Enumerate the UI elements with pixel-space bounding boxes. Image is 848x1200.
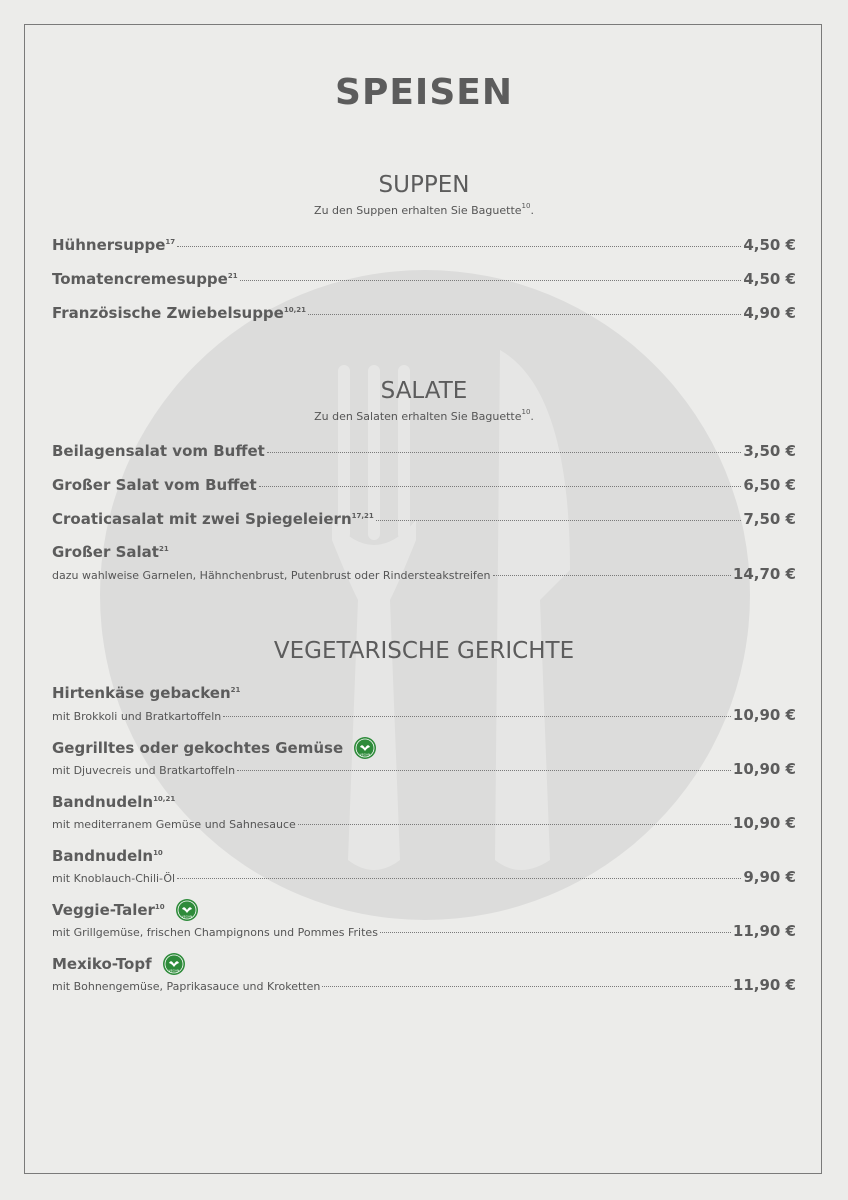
item-price: 10,90 € — [732, 814, 796, 832]
menu-item-bandnudeln-1-title — [52, 793, 175, 811]
item-name: Bandnudeln$^{10}$ — [52, 847, 163, 865]
section-title-salate: SALATE — [380, 378, 468, 404]
menu-item-bandnudeln-2-title — [52, 847, 163, 865]
item-price: 7,50 € — [743, 510, 796, 528]
menu-item-bandnudeln-1 — [52, 814, 796, 832]
menu-item-grosser-salat-buffet — [52, 476, 796, 494]
item-name: Croaticasalat mit zwei Spiegeleiern$^{17,21}$ — [52, 510, 374, 528]
menu-item-gemuese-title — [52, 736, 377, 760]
item-name: Mexiko-Topf — [52, 955, 152, 973]
leader-dots — [308, 314, 741, 315]
section-title-vegetarisch: VEGETARISCHE GERICHTE — [273, 638, 575, 664]
svg-text:VEGAN: VEGAN — [181, 914, 192, 919]
menu-item-veggie-taler — [52, 922, 796, 940]
svg-text:VEGAN: VEGAN — [359, 752, 371, 757]
vegan-badge-icon — [175, 898, 199, 922]
item-price: 4,90 € — [743, 304, 796, 322]
svg-text:VEGAN: VEGAN — [168, 968, 179, 973]
item-description: dazu wahlweise Garnelen, Hähnchenbrust, Putenbrust oder Rindersteakstreifen — [52, 569, 491, 582]
item-name: Hühnersuppe$^{17}$ — [52, 236, 176, 254]
item-price: 11,90 € — [732, 922, 796, 940]
item-price: 6,50 € — [743, 476, 796, 494]
menu-item-tomatencremesuppe — [52, 270, 796, 288]
menu-item-gemuese — [52, 760, 796, 778]
item-description: mit Grillgemüse, frischen Champignons und Pommes Frites — [52, 926, 378, 939]
leader-dots — [177, 246, 741, 247]
menu-item-hirtenkaese-title — [52, 684, 240, 702]
item-price: 4,50 € — [743, 270, 796, 288]
item-name: Großer Salat$^{21}$ — [52, 543, 169, 561]
leader-dots — [177, 878, 741, 879]
item-description: mit mediterranem Gemüse und Sahnesauce — [52, 818, 296, 831]
leader-dots — [380, 932, 731, 933]
leader-dots — [376, 520, 742, 521]
item-price: 10,90 € — [732, 760, 796, 778]
item-price: 4,50 € — [743, 236, 796, 254]
item-description: mit Brokkoli und Bratkartoffeln — [52, 710, 222, 723]
menu-item-croaticasalat — [52, 510, 796, 528]
item-price: 9,90 € — [743, 868, 796, 886]
leader-dots — [267, 452, 741, 453]
leader-dots — [493, 575, 731, 576]
leader-dots — [298, 824, 731, 825]
section-title-suppen: SUPPEN — [378, 172, 470, 198]
menu-item-beilagensalat — [52, 442, 796, 460]
leader-dots — [322, 986, 731, 987]
menu-item-mexiko-topf-title — [52, 952, 186, 976]
item-name: Veggie-Taler$^{10}$ — [52, 901, 165, 919]
leader-dots — [259, 486, 742, 487]
item-price: 3,50 € — [743, 442, 796, 460]
vegan-badge-icon — [353, 736, 377, 760]
item-price: 10,90 € — [732, 706, 796, 724]
item-name: Großer Salat vom Buffet — [52, 476, 257, 494]
menu-item-zwiebelsuppe — [52, 304, 796, 322]
menu-item-grosser-salat-title — [52, 543, 169, 561]
item-description: mit Bohnengemüse, Paprikasauce und Kroketten — [52, 980, 321, 993]
item-description: mit Knoblauch-Chili-Öl — [52, 872, 176, 885]
menu-item-grosser-salat — [52, 565, 796, 583]
menu-item-huehnersuppe — [52, 236, 796, 254]
leader-dots — [240, 280, 742, 281]
item-price: 11,90 € — [732, 976, 796, 994]
item-name: Beilagensalat vom Buffet — [52, 442, 265, 460]
section-subtitle-salate: Zu den Salaten erhalten Sie Baguette$^{10}$. — [314, 408, 534, 423]
section-subtitle-suppen: Zu den Suppen erhalten Sie Baguette$^{10}$. — [314, 202, 534, 217]
item-name: Gegrilltes oder gekochtes Gemüse — [52, 739, 344, 757]
menu-item-mexiko-topf — [52, 976, 796, 994]
item-description: mit Djuvecreis und Bratkartoffeln — [52, 764, 236, 777]
item-name: Tomatencremesuppe$^{21}$ — [52, 270, 238, 288]
menu-item-hirtenkaese — [52, 706, 796, 724]
item-name: Hirtenkäse gebacken$^{21}$ — [52, 684, 241, 702]
leader-dots — [223, 716, 731, 717]
menu-item-veggie-taler-title — [52, 898, 199, 922]
item-name: Französische Zwiebelsuppe$^{10,21}$ — [52, 304, 306, 322]
menu-item-bandnudeln-2 — [52, 868, 796, 886]
item-name: Bandnudeln$^{10,21}$ — [52, 793, 176, 811]
item-price: 14,70 € — [732, 565, 796, 583]
vegan-badge-icon — [162, 952, 186, 976]
leader-dots — [237, 770, 731, 771]
page-title: SPEISEN — [335, 72, 513, 113]
